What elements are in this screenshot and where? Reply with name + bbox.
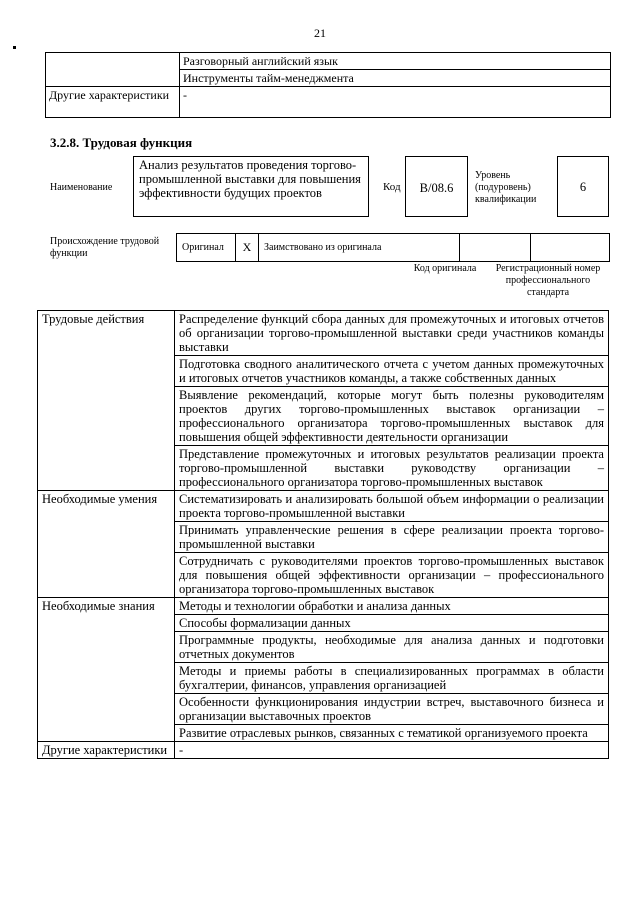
table-row [38,311,609,356]
caption-registration: Регистрационный номер профессионального стандарта [495,263,601,298]
page-number: 21 [314,26,326,40]
list-item: Программные продукты, необходимые для анализа данных и подготовки отчетных документов [175,632,609,663]
list-item: Методы и приемы работы в специализированных программах в области бухгалтерии, финансов, управления организацией [175,663,609,694]
table-row [46,70,611,87]
list-item: Принимать управленческие решения в сфере реализации проекта торгово-промышленной выставки [175,522,609,553]
level-label: Уровень (подуровень) квалификации [475,170,537,205]
list-item: Сотрудничать с руководителями проектов торгово-промышленных выставок для повышения общей эффективности организации – профессионального организатора торгово-промышленных выставок [175,553,609,598]
function-code: B/08.6 [405,156,468,217]
row-header: Необходимые умения [38,491,175,598]
caption-code: Код оригинала [413,263,477,274]
list-item: Методы и технологии обработки и анализа данных [175,598,609,615]
scan-mark [13,46,16,49]
borrowed-label: Заимствовано из оригинала [259,234,460,262]
origin-table [176,233,610,262]
list-item: Подготовка сводного аналитического отчета с учетом данных промежуточных и итоговых отчетов участников команды, а также собственных данных [175,356,609,387]
table-row [38,491,609,522]
list-item: Способы формализации данных [175,615,609,632]
name-label: Наименование [50,182,113,193]
origin-label: Происхождение трудовой функции [50,236,160,259]
table-row [46,53,611,70]
original-mark: X [236,234,259,262]
function-details-table [37,310,609,759]
list-item: Представление промежуточных и итоговых результатов реализации проекта торгово-промышленной выставки руководству организации – профессионального организатора торгово-промышленных выставок [175,446,609,491]
table-cell: Инструменты тайм-менеджмента [180,70,611,87]
row-header: Другие характеристики [38,742,175,759]
table-cell [46,53,180,70]
previous-function-table [45,52,611,118]
list-item: Развитие отраслевых рынков, связанных с тематикой организуемого проекта [175,725,609,742]
list-item: - [175,742,609,759]
list-item: Выявление рекомендаций, которые могут быть полезны руководителям проектов других торгово-промышленных выставок организации – профессионального организатора торгово-промышленных выставок для повышения общей эффективности деятельности организации [175,387,609,446]
list-item: Систематизировать и анализировать большой объем информации о реализации проекта торгово-промышленной выставки [175,491,609,522]
table-row [38,598,609,615]
original-code-cell [460,234,531,262]
code-label: Код [383,181,401,193]
table-cell [46,70,180,87]
function-name: Анализ результатов проведения торгово-промышленной выставки для повышения эффективности будущих проектов [133,156,369,217]
row-header: Необходимые знания [38,598,175,742]
row-header: Другие характеристики [46,87,180,118]
row-header: Трудовые действия [38,311,175,491]
registration-number-cell [531,234,610,262]
table-row [38,742,609,759]
qualification-level: 6 [557,156,609,217]
list-item: Распределение функций сбора данных для промежуточных и итоговых отчетов об организации торгово-промышленной выставки среди участников команды выставки [175,311,609,356]
table-row [177,234,610,262]
list-item: Особенности функционирования индустрии встреч, выставочного бизнеса и организации выставочных проектов [175,694,609,725]
original-label: Оригинал [177,234,236,262]
table-cell: - [180,87,611,118]
table-row [46,87,611,118]
table-cell: Разговорный английский язык [180,53,611,70]
section-title: 3.2.8. Трудовая функция [50,135,193,150]
